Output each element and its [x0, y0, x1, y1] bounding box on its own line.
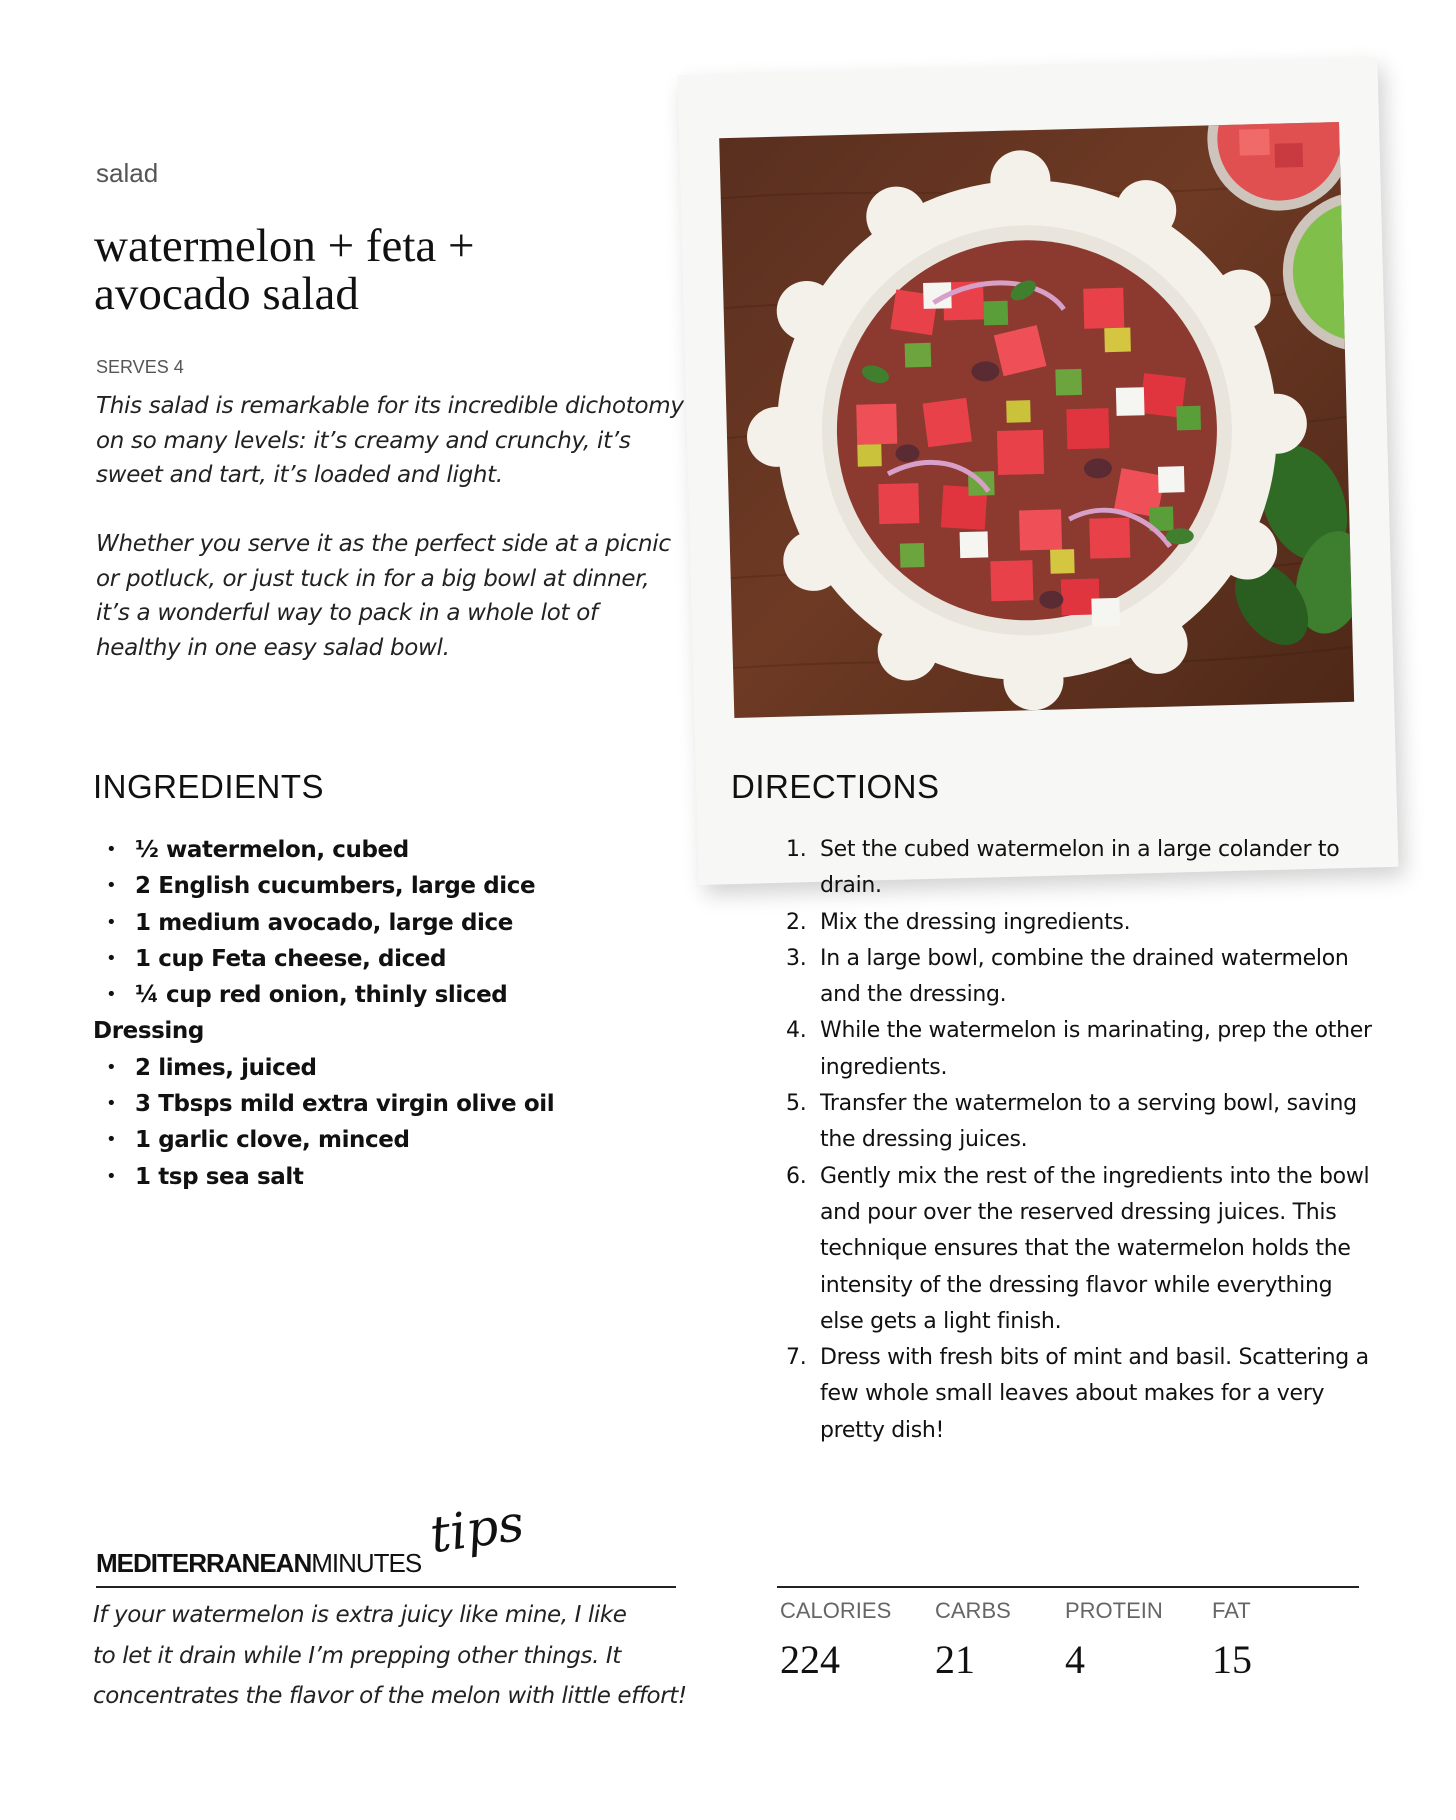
ingredient-item: • 1 cup Feta cheese, diced: [93, 941, 693, 977]
dressing-subheading: Dressing: [93, 1018, 204, 1045]
recipe-intro: [96, 389, 686, 700]
protein-label: PROTEIN: [1065, 1598, 1163, 1623]
intro-paragraph: This salad is remarkable for its incredible dichotomy on so many levels: it’s creamy and crunchy, it’s sweet and tart, it’s loaded and light.: [96, 393, 684, 488]
calories-label: CALORIES: [780, 1598, 892, 1623]
ingredient-item: • ¼ cup red onion, thinly sliced: [93, 977, 693, 1013]
direction-step-text: Transfer the watermelon to a serving bowl, saving the dressing juices.: [820, 1091, 1357, 1153]
direction-step: 4. While the watermelon is marinating, prep the other ingredients.: [786, 1018, 1372, 1080]
tips-line: concentrates the flavor of the melon with little effort!: [93, 1683, 687, 1709]
salad-illustration: [719, 122, 1354, 718]
fat-label: FAT: [1212, 1598, 1251, 1623]
direction-step: 1. Set the cubed watermelon in a large colander to drain.: [786, 837, 1340, 899]
direction-step: 2. Mix the dressing ingredients.: [786, 909, 1131, 935]
title-line-1: watermelon + feta +: [94, 220, 475, 272]
direction-step: 3. In a large bowl, combine the drained watermelon and the dressing.: [786, 945, 1349, 1008]
direction-step: 5. Transfer the watermelon to a serving bowl, saving the dressing juices.: [786, 1091, 1357, 1153]
salad-photo-frame: [678, 57, 1399, 885]
direction-step-text: Dress with fresh bits of mint and basil. Scattering a few whole small leaves about makes for a very pretty dish!: [820, 1345, 1369, 1443]
dressing-item: • 2 limes, juiced: [93, 1050, 693, 1086]
ingredient-item: • ½ watermelon, cubed: [93, 832, 693, 868]
calories-stat: [780, 1598, 891, 1683]
carbs-value: 21: [935, 1637, 975, 1682]
serves-count: SERVES 4: [96, 357, 184, 377]
direction-step-text: Mix the dressing ingredients.: [820, 909, 1131, 935]
tips-script-label: tips: [426, 1493, 528, 1565]
tips-text: [93, 1595, 693, 1717]
intro-paragraph: Whether you serve it as the perfect side at a picnic or potluck, or just tuck in for a big bowl at dinner, it’s a wonderful way to pack in a whole lot of healthy in one easy salad bowl.: [96, 531, 671, 661]
brand-bold: MEDITERRANEAN: [96, 1548, 312, 1578]
carbs-stat: [935, 1598, 1011, 1683]
calories-value: 224: [780, 1637, 840, 1682]
brand-regular: MINUTES: [311, 1548, 422, 1578]
ingredients-list: [93, 832, 693, 1195]
brand-logo: [96, 1548, 421, 1579]
direction-step: 7. Dress with fresh bits of mint and basil. Scattering a few whole small leaves about makes for a very pretty dish!: [786, 1345, 1369, 1443]
direction-step-text: Set the cubed watermelon in a large colander to drain.: [820, 837, 1340, 899]
dressing-item: • 3 Tbsps mild extra virgin olive oil: [93, 1086, 693, 1122]
direction-step-text: In a large bowl, combine the drained watermelon and the dressing.: [820, 945, 1349, 1008]
nutrition-divider: [777, 1586, 1359, 1588]
ingredient-item: • 2 English cucumbers, large dice: [93, 868, 693, 904]
tips-line: If your watermelon is extra juicy like mine, I like: [93, 1602, 627, 1628]
directions-list: [786, 832, 1380, 1449]
salad-photo: [719, 122, 1354, 718]
title-line-2: avocado salad: [94, 268, 359, 320]
ingredients-heading: INGREDIENTS: [93, 768, 325, 805]
direction-step: 6. Gently mix the rest of the ingredients into the bowl and pour over the reserved dressing juices. This technique ensures that the watermelon holds the intensity of the dressing flavor while everything else gets a light finish.: [786, 1163, 1370, 1334]
direction-step-text: Gently mix the rest of the ingredients into the bowl and pour over the reserved dressing juices. This technique ensures that the watermelon holds the intensity of the dressing flavor while everything else gets a light finish.: [820, 1163, 1370, 1334]
tips-line: to let it drain while I’m prepping other things. It: [93, 1642, 621, 1669]
ingredient-item: • 1 medium avocado, large dice: [93, 905, 693, 941]
protein-stat: [1065, 1598, 1163, 1683]
direction-step-text: While the watermelon is marinating, prep the other ingredients.: [820, 1018, 1372, 1080]
recipe-title: [94, 222, 614, 318]
protein-value: 4: [1065, 1637, 1085, 1682]
tips-divider: [96, 1586, 676, 1588]
directions-heading: DIRECTIONS: [731, 768, 940, 805]
fat-stat: [1212, 1598, 1252, 1683]
carbs-label: CARBS: [935, 1598, 1011, 1623]
fat-value: 15: [1212, 1637, 1252, 1682]
recipe-category: salad: [96, 158, 159, 188]
dressing-item: • 1 garlic clove, minced: [93, 1122, 693, 1158]
dressing-item: • 1 tsp sea salt: [93, 1159, 693, 1195]
